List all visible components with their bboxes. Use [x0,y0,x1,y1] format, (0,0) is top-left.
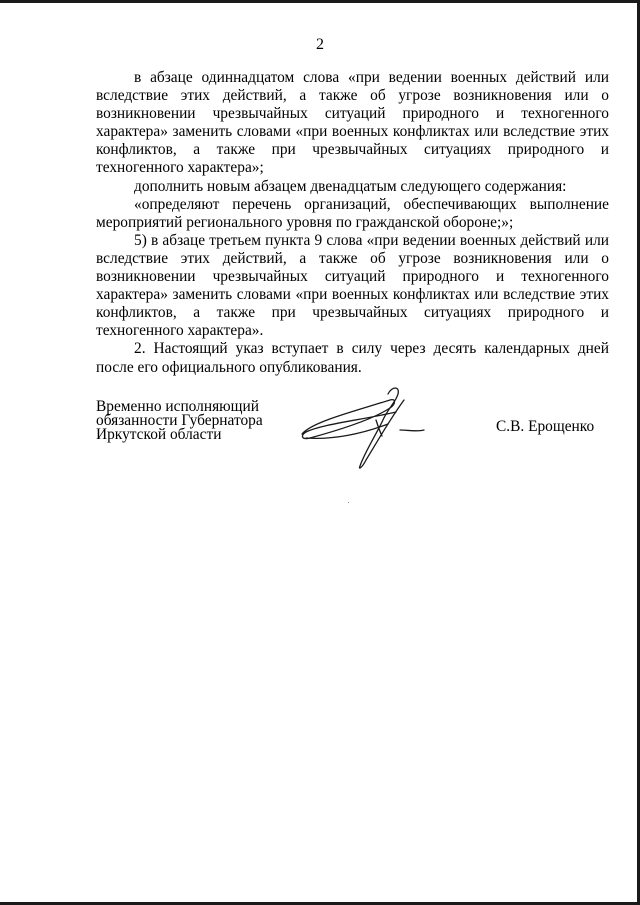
document-body [96,69,609,377]
paragraph-amendment-11: в абзаце одиннадцатом слова «при ведении военных действий или вследствие этих действий, а также об угрозе возникновения или о возникновении чрезвычайных ситуаций природного и техногенного характера» заменить словами «при военных конфликтах или вследствие этих конфликтов, а также при чрезвычайных ситуациях природного и техногенного характера»; [96,69,609,177]
paragraph-quote-12: «определяют перечень организаций, обеспечивающих выполнение мероприятий регионального уровня по гражданской обороне;»; [96,195,609,231]
paragraph-add-12: дополнить новым абзацем двенадцатым следующего содержания: [134,177,567,195]
handwritten-signature [292,382,432,472]
paragraph-effective-date: 2. Настоящий указ вступает в силу через десять календарных дней после его официального опубликования. [96,340,609,376]
scan-speck [348,502,349,503]
signatory-title-line1: Временно исполняющий [96,398,259,415]
page-number: 2 [316,36,324,53]
signatory-title [96,400,263,442]
signatory-name: С.В. Ерощенко [496,418,595,435]
signatory-title-line2: обязанности Губернатора [96,412,263,429]
page-edge-top [0,0,640,3]
paragraph-item-5: 5) в абзаце третьем пункта 9 слова «при ведении военных действий или вследствие этих действий, а также об угрозе возникновения или о возникновении чрезвычайных ситуаций природного и техногенного характера» заменить словами «при военных конфликтах или вследствие этих конфликтов, а также при чрезвычайных ситуациях природного и техногенного характера». [96,231,609,340]
signatory-title-line3: Иркутской области [96,426,222,443]
